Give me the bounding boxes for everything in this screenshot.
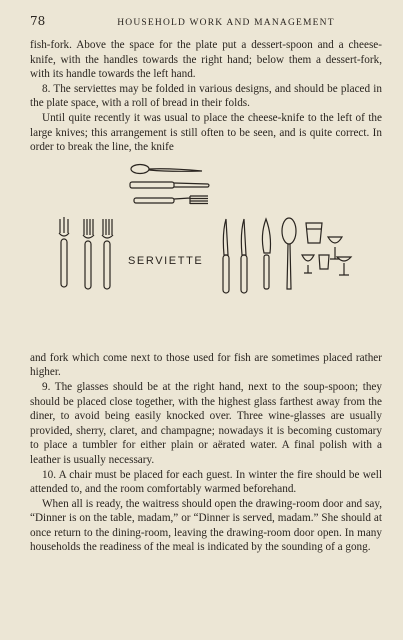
tumbler-icon bbox=[306, 223, 322, 243]
paragraph: and fork which come next to those used for fish are sometimes placed rather higher. bbox=[30, 351, 382, 379]
wine-glass-icon bbox=[319, 255, 329, 269]
bottom-text bbox=[30, 351, 382, 555]
serviette-label: SERVIETTE bbox=[128, 254, 204, 267]
fork-icon bbox=[83, 219, 94, 289]
soup-spoon-icon bbox=[282, 218, 296, 289]
champagne-glass-icon bbox=[337, 257, 351, 275]
fish-knife-icon bbox=[262, 219, 270, 289]
dessert-fork-icon bbox=[134, 196, 208, 204]
page-number: 78 bbox=[30, 14, 46, 28]
paragraph: 10. A chair must be placed for each guest. In winter the fire should be well attended to, and the room comfortably warmed beforehand. bbox=[30, 468, 382, 496]
paragraph: 9. The glasses should be at the right hand, next to the soup-spoon; they should be placed close together, with the highest glass farthest away from the diner, to avoid being easily knocked over. Three wine-glasses are usually provided, sherry, claret, and champagne; nowadays it is becoming customary to place a tumbler for either plain or aërated water. A final polish with a leather is usually necessary. bbox=[30, 380, 382, 466]
knife-icon bbox=[223, 219, 229, 293]
fish-fork-icon bbox=[59, 217, 69, 287]
knife-icon bbox=[241, 219, 247, 293]
wine-glass-icon bbox=[302, 255, 314, 273]
paragraph: When all is ready, the waitress should open the drawing-room door and say, “Dinner is on the table, madam,” or “Dinner is served, madam.” She should at once return to the dining-room, leaving the drawing-room door open. In many households the readiness of the meal is indicated by the sounding of a gong. bbox=[30, 497, 382, 554]
dessert-spoon-icon bbox=[131, 164, 202, 173]
paragraph: 8. The serviettes may be folded in various designs, and should be placed in the plate space, with a roll of bread in their folds. bbox=[30, 82, 382, 110]
wine-glass-icon bbox=[328, 237, 342, 259]
fork-icon bbox=[102, 219, 113, 289]
book-page bbox=[30, 14, 382, 555]
table-setting-illustration bbox=[30, 163, 382, 341]
paragraph: Until quite recently it was usual to place the cheese-knife to the left of the large knives; this arrangement is still often to be seen, and is quite correct. In order to break the line, the knife bbox=[30, 111, 382, 154]
top-text bbox=[30, 38, 382, 155]
paragraph: fish-fork. Above the space for the plate put a dessert-spoon and a cheese-knife, with the handles towards the right hand; below them a dessert-fork, with its handle towards the left hand. bbox=[30, 39, 382, 81]
cheese-knife-icon bbox=[130, 182, 209, 188]
cutlery-drawing bbox=[30, 163, 382, 341]
page-header bbox=[30, 14, 382, 36]
running-head: HOUSEHOLD WORK AND MANAGEMENT bbox=[117, 18, 335, 28]
